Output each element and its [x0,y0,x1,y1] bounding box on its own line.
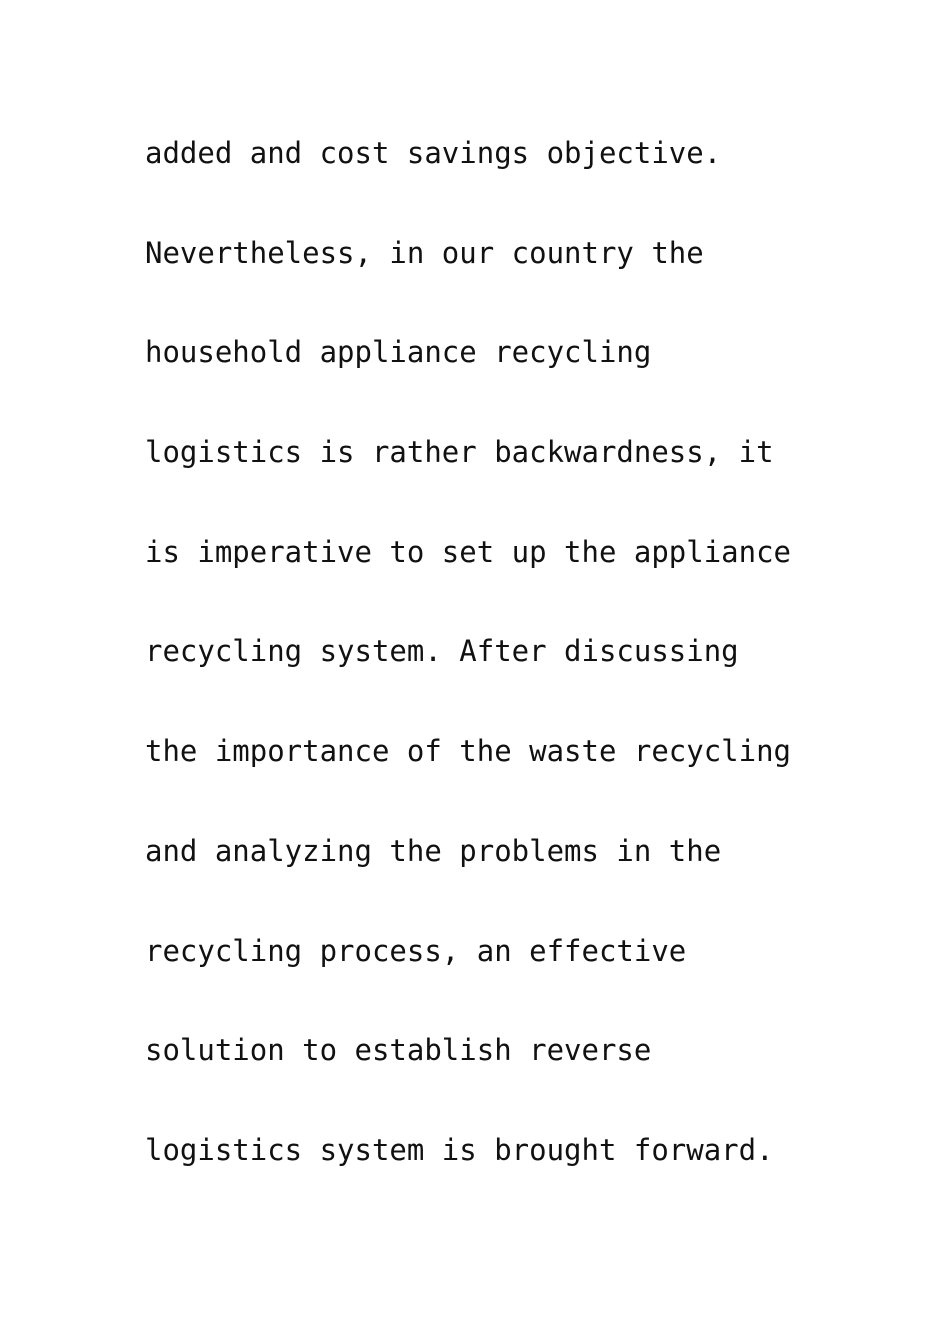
body-text [145,128,845,1225]
text-line: solution to establish reverse [145,1033,652,1068]
text-line: logistics system is brought forward. [145,1132,774,1167]
text-line: added and cost savings objective. [145,136,722,170]
text-line: and analyzing the problems in the [145,833,722,868]
text-line: Nevertheless, in our country the [145,235,704,270]
text-line: recycling process, an effective [145,933,687,968]
text-line: the importance of the waste recycling [145,734,792,769]
text-line: recycling system. After discussing [145,634,739,669]
text-line: household appliance recycling [145,335,652,370]
text-line: is imperative to set up the appliance [145,534,792,569]
text-line: logistics is rather backwardness, it [145,435,774,470]
